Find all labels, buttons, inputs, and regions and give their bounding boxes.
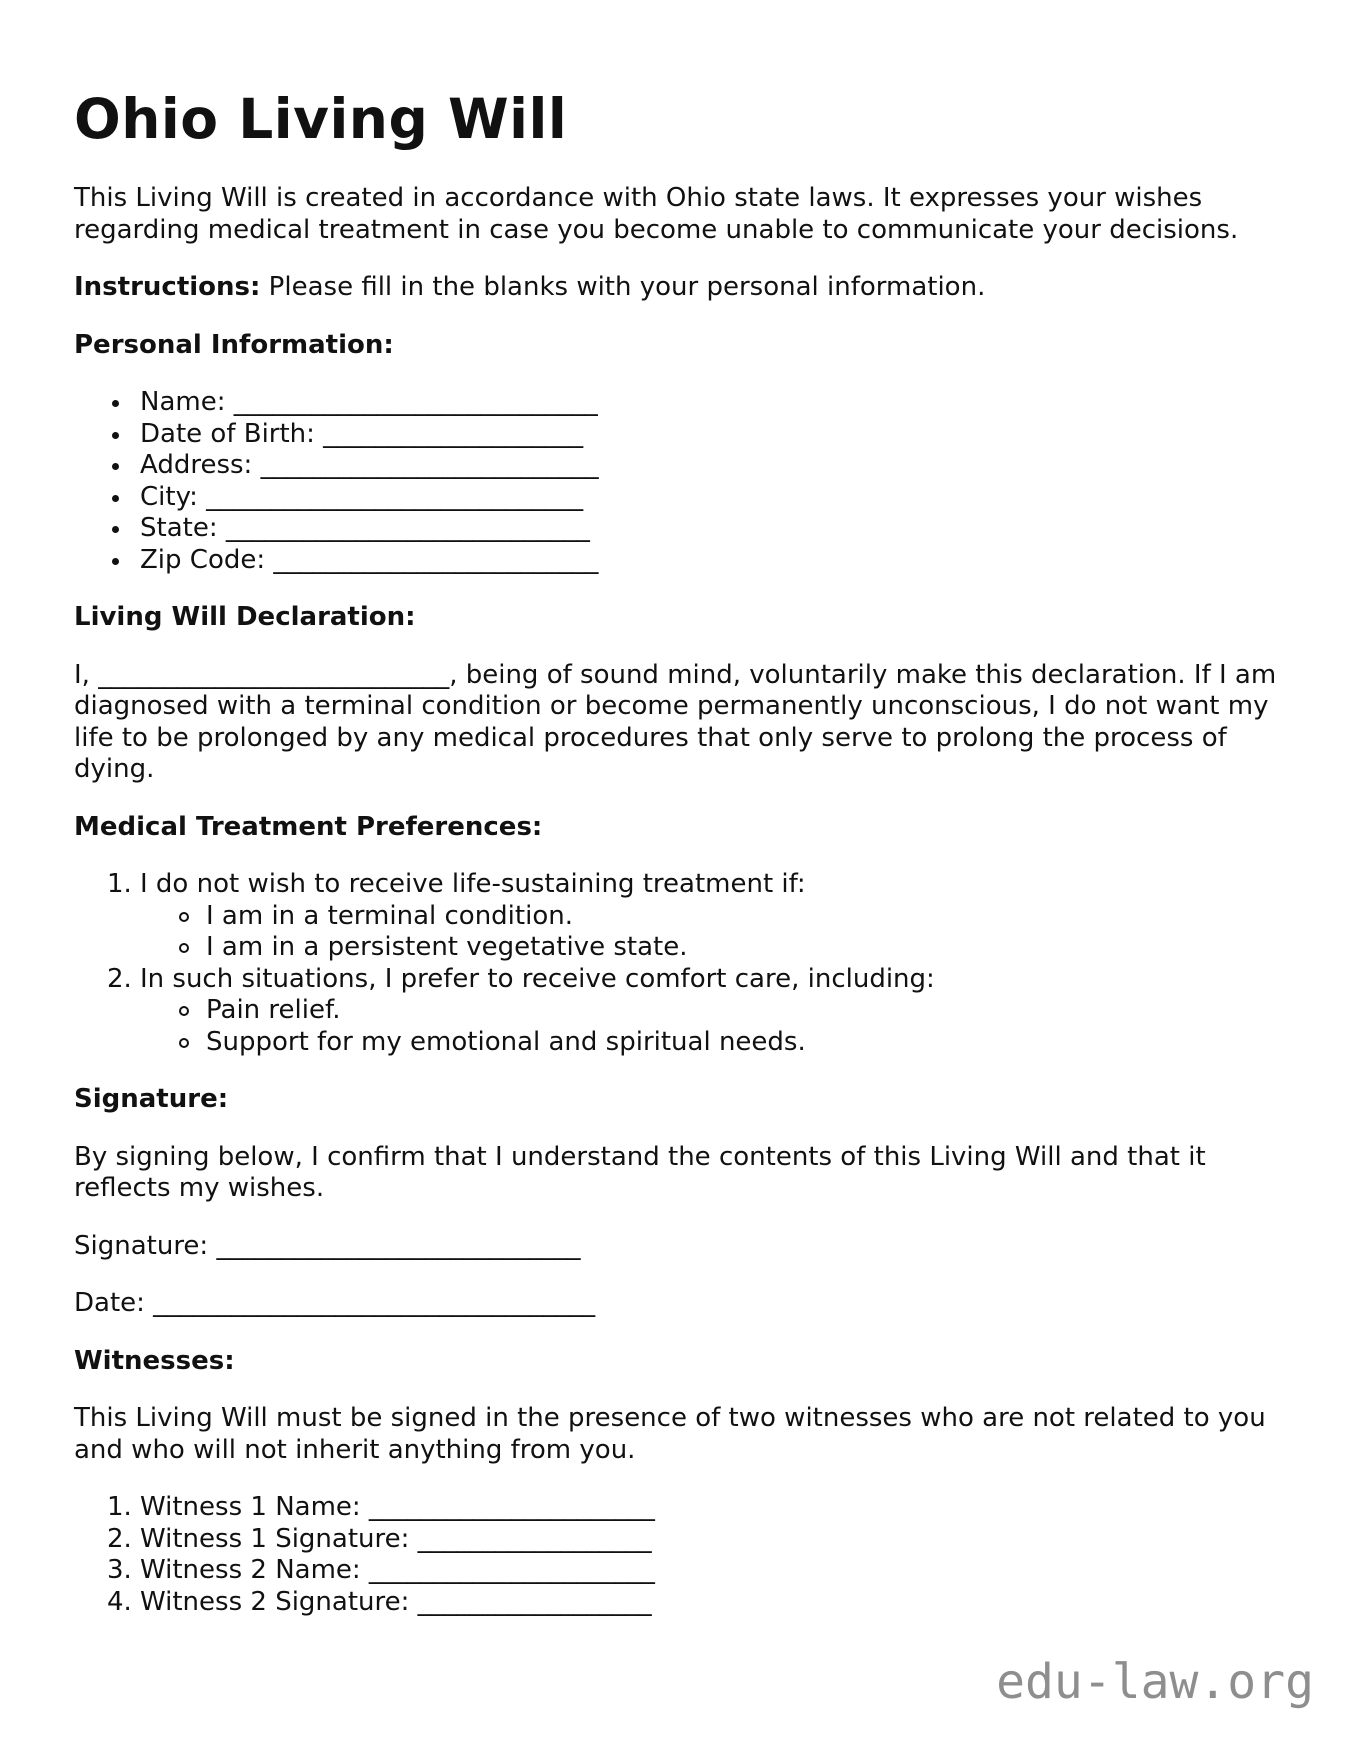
witness-field-label: Witness 1 Signature: __________________ xyxy=(140,1523,652,1554)
preferences-heading: Medical Treatment Preferences: xyxy=(74,811,543,842)
list-number: 4. xyxy=(107,1586,132,1617)
witnesses-paragraph: This Living Will must be signed in the presence of two witnesses who are not related to you and who will not inherit anything from you. xyxy=(74,1403,1266,1465)
instructions-text: Please fill in the blanks with your personal information. xyxy=(260,272,986,302)
witness-1-signature-field[interactable] xyxy=(74,1524,1294,1556)
sub-list xyxy=(140,901,1294,964)
witness-field-label: Witness 1 Name: ______________________ xyxy=(140,1492,655,1522)
list-number: 2. xyxy=(107,1523,132,1554)
list-number: 1. xyxy=(107,869,132,899)
instructions-label: Instructions: xyxy=(74,272,261,302)
signature-paragraph: By signing below, I confirm that I understand the contents of this Living Will and that it reflects my wishes. xyxy=(74,1141,1206,1203)
signature-field[interactable]: Signature: ____________________________ xyxy=(74,1230,581,1261)
list-number: 1. xyxy=(107,1492,132,1522)
witness-2-signature-field[interactable] xyxy=(74,1587,1294,1619)
field-address[interactable]: Address: __________________________ xyxy=(74,450,1294,482)
list-number: 3. xyxy=(107,1555,132,1585)
watermark: edu-law.org xyxy=(996,1654,1314,1710)
document-page xyxy=(74,87,1294,1618)
personal-info-list xyxy=(74,387,1294,576)
witnesses-heading: Witnesses: xyxy=(74,1345,235,1376)
field-date-of-birth[interactable]: Date of Birth: ____________________ xyxy=(74,419,1294,451)
instructions-paragraph xyxy=(74,272,1294,304)
sub-list xyxy=(140,995,1294,1058)
list-item xyxy=(74,869,1294,964)
sub-list-item: I am in a terminal condition. xyxy=(140,901,1294,933)
witnesses-list xyxy=(74,1492,1294,1618)
page-title: Ohio Living Will xyxy=(74,87,568,151)
intro-paragraph: This Living Will is created in accordance with Ohio state laws. It expresses your wishes regarding medical treatment in case you become unable to communicate your decisions. xyxy=(74,183,1239,245)
witness-field-label: Witness 2 Name: ______________________ xyxy=(140,1555,655,1585)
list-item xyxy=(74,964,1294,1059)
preference-text: In such situations, I prefer to receive comfort care, including: xyxy=(140,963,935,994)
preference-text: I do not wish to receive life-sustaining treatment if: xyxy=(140,869,806,899)
witness-1-name-field[interactable] xyxy=(74,1492,1294,1524)
witness-field-label: Witness 2 Signature: __________________ xyxy=(140,1586,652,1617)
signature-heading: Signature: xyxy=(74,1084,229,1114)
sub-list-item: Pain relief. xyxy=(140,995,1294,1027)
date-field[interactable]: Date: __________________________________ xyxy=(74,1288,596,1318)
declaration-paragraph: I, ___________________________, being of sound mind, voluntarily make this declaration. If I am diagnosed with a terminal condition or become permanently unconscious, I do not want my life to be prolonged by any medical procedures that only serve to prolong the process of dying. xyxy=(74,659,1277,784)
field-state[interactable]: State: ____________________________ xyxy=(74,513,1294,545)
personal-info-heading: Personal Information: xyxy=(74,329,394,360)
field-name[interactable]: Name: ____________________________ xyxy=(74,387,1294,419)
preferences-list xyxy=(74,869,1294,1058)
witness-2-name-field[interactable] xyxy=(74,1555,1294,1587)
field-zip-code[interactable]: Zip Code: _________________________ xyxy=(74,545,1294,577)
list-number: 2. xyxy=(107,963,132,994)
sub-list-item: Support for my emotional and spiritual needs. xyxy=(140,1027,1294,1059)
field-city[interactable]: City: _____________________________ xyxy=(74,482,1294,514)
declaration-heading: Living Will Declaration: xyxy=(74,602,416,632)
sub-list-item: I am in a persistent vegetative state. xyxy=(140,932,1294,964)
